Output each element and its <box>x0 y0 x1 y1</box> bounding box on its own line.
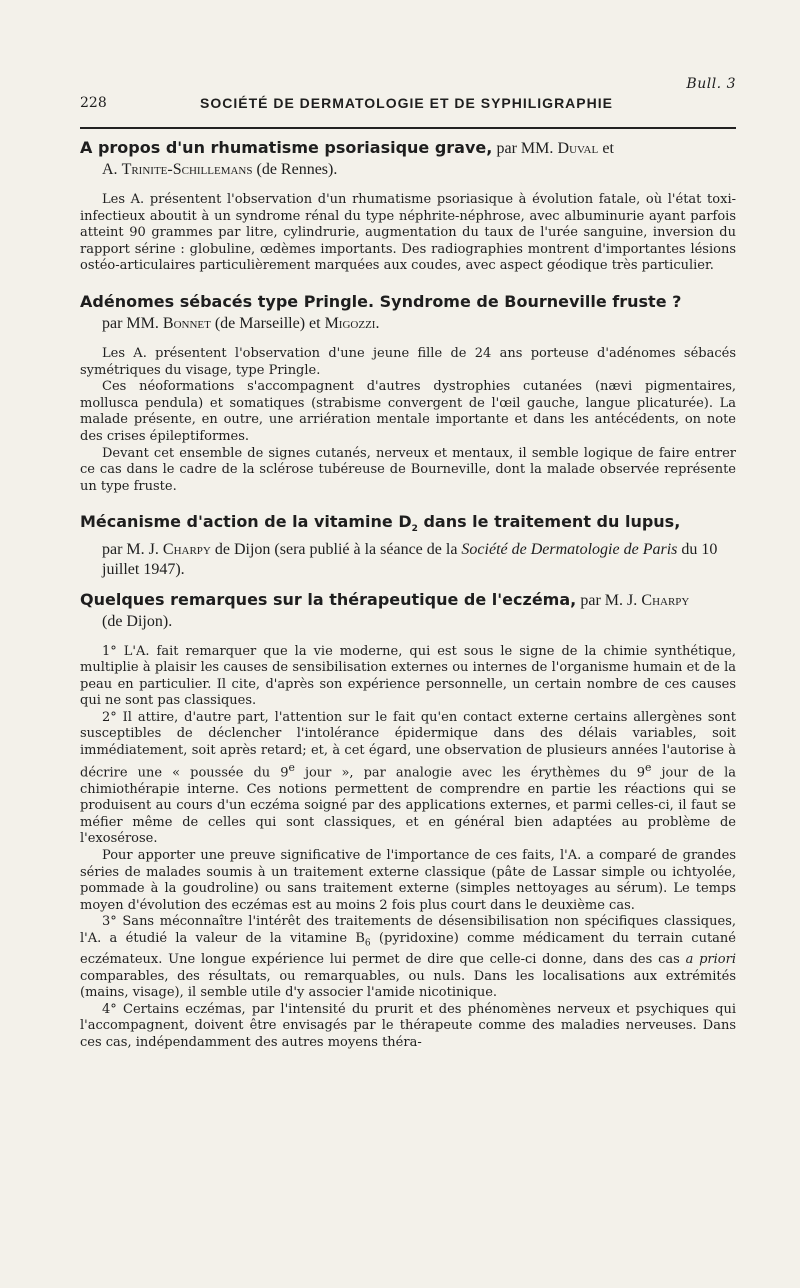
byline-post: (de Rennes). <box>256 161 338 178</box>
author-name: Trinite-Schillemans <box>121 161 253 178</box>
byline-pre: par MM. <box>102 314 159 332</box>
article-heading <box>80 590 736 632</box>
article-heading <box>80 292 736 334</box>
running-header <box>80 95 736 111</box>
abstract-paragraph <box>80 710 736 848</box>
abstract-paragraph: 1° L'A. fait remarquer que la vie moderne, qui est sous le signe de la chimie synthétique, multiplie à plaisir les causes de sensibilisation externes ou internes de l'organisme humain et de la peau en particulier. Il cite, d'après son expérience personnelle, un certain nombre de ces causes qui ne sont pas classiques. <box>80 643 736 709</box>
byline-mid: (de Marseille) et <box>214 314 321 332</box>
page-number: 228 <box>80 95 107 111</box>
para-text: 3° Sans méconnaître l'intérêt des traitements de désensibilisation non spécifiques classiques, l'A. a étudié la valeur de la vitamine B <box>80 914 736 946</box>
byline-post: (de Dijon). <box>102 612 173 630</box>
article-title: A propos d'un rhumatisme psoriasique grave, <box>80 138 493 157</box>
vitamin-subscript: 6 <box>364 938 371 949</box>
article-eczema <box>80 590 736 1052</box>
title-subscript: 2 <box>411 524 418 535</box>
title-text: dans le traitement du lupus, <box>417 512 681 532</box>
page-body <box>80 138 736 1052</box>
byline-post: du 10 juillet 1947). <box>102 540 718 578</box>
author-name: Charpy <box>162 540 211 558</box>
article-heading <box>80 138 736 180</box>
article-title <box>80 512 681 535</box>
article-title: Adénomes sébacés type Pringle. Syndrome de Bourneville fruste ? <box>80 291 682 311</box>
article-title: Quelques remarques sur la thérapeutique de l'eczéma, <box>80 589 577 609</box>
article-pringle <box>80 292 736 495</box>
byline-mid: de Dijon (sera publié à la séance de la <box>214 540 458 558</box>
byline-initial: A. <box>102 161 118 178</box>
abstract-paragraph <box>80 914 736 1002</box>
abstract-paragraph: 4° Certains eczémas, par l'intensité du prurit et des phénomènes nerveux et psychiques qui l'accompagnent, doivent être envisagés par le thérapeute comme des maladies nerveuses. Dans ces cas, indépendamment des autres moyens théra- <box>80 1001 736 1051</box>
article-vitamine-d2 <box>80 512 736 579</box>
journal-title: SOCIÉTÉ DE DERMATOLOGIE ET DE SYPHILIGRAPHIE <box>200 95 613 111</box>
byline-pre: par M. J. <box>580 591 638 609</box>
para-text: comparables, des résultats, ou remarquables, ou nuls. Dans les localisations aux extrémités (mains, visage), il semble utile d'y associer l'amide nicotinique. <box>80 968 736 1001</box>
abstract-paragraph: Les A. présentent l'observation d'un rhumatisme psoriasique à évolution fatale, où l'état toxi-infectieux aboutit à un syndrome rénal du type néphrite-néphrose, avec albuminurie ayant parfois atteint 90 grammes par litre, cylindrurie, augmentation du taux de l'urée sanguine, inversion du rapport sérine : globuline, œdèmes importants. Des radiographies montrent d'importantes lésions ostéo-articulaires particulièrement marquées aux coudes, avec aspect géodique très particulier. <box>80 192 736 274</box>
header-rule <box>80 127 736 129</box>
article-rhumatisme <box>80 138 736 275</box>
para-text: jour », par analogie avec les érythèmes du 9 <box>294 764 646 780</box>
bulletin-number: Bull. 3 <box>686 76 736 92</box>
author-name: Charpy <box>641 591 690 609</box>
ordinal-sup: e <box>288 760 295 774</box>
abstract-paragraph: Devant cet ensemble de signes cutanés, nerveux et mentaux, il semble logique de faire entrer ce cas dans le cadre de la sclérose tubéreuse de Bourneville, dont la malade observée représente un type fruste. <box>80 445 736 494</box>
para-text: (pyridoxine) comme médicament du terrain cutané eczémateux. Une longue expérience lui permet de dire que celle-ci donne, dans des cas <box>80 930 736 968</box>
abstract-paragraph: Pour apporter une preuve significative de l'importance de ces faits, l'A. a comparé de grandes séries de malades soumis à un traitement externe classique (pâte de Lassar simple ou ichtyolée, pommade à la goudroline) ou sans traitement externe (simples nettoyages au sérum). Le temps moyen d'évolution des eczémas est au moins 2 fois plus court dans le deuxième cas. <box>80 847 736 913</box>
title-text: Mécanisme d'action de la vitamine D <box>80 512 412 532</box>
abstract-paragraph: Ces néoformations s'accompagnent d'autres dystrophies cutanées (nævi pigmentaires, mollusca pendula) et somatiques (strabisme convergent de l'œil gauche, langue plicaturée). La malade présente, en outre, une arriération mentale importante et dans les antécédents, on note des crises épileptiformes. <box>80 379 736 444</box>
italic-phrase: a priori <box>685 952 737 968</box>
venue-name: Société de Dermatologie de Paris <box>461 540 678 558</box>
ordinal-sup: e <box>645 760 652 774</box>
byline-pre: par MM. <box>496 140 554 157</box>
author-name: Bonnet <box>162 314 211 332</box>
author-name: Duval <box>557 140 599 157</box>
byline-mid: et <box>602 140 614 157</box>
byline-pre: par M. J. <box>102 540 159 558</box>
article-heading <box>80 512 736 579</box>
para-text: 2° Il attire, d'autre part, l'attention sur le fait qu'en contact externe certains allergènes sont susceptibles de déclencher l'intolérance épidermique dans des délais variables, soit immédiatement, soit après retard; et, à cet égard, une observation de plusieurs années l'autorise à décrire une « poussée du 9 <box>80 709 736 780</box>
abstract-paragraph: Les A. présentent l'observation d'une jeune fille de 24 ans porteuse d'adénomes sébacés symétriques du visage, type Pringle. <box>80 345 736 378</box>
author-name: Migozzi. <box>324 314 380 332</box>
para-text: jour de la chimiothérapie interne. Ces notions permettent de comprendre en partie les réactions qui se produisent au cours d'un eczéma soigné par des applications externes, et parmi celles-ci, il faut se méfier même de celles qui sont classiques, et en général bien adaptées au problème de l'exosérose. <box>80 764 736 847</box>
